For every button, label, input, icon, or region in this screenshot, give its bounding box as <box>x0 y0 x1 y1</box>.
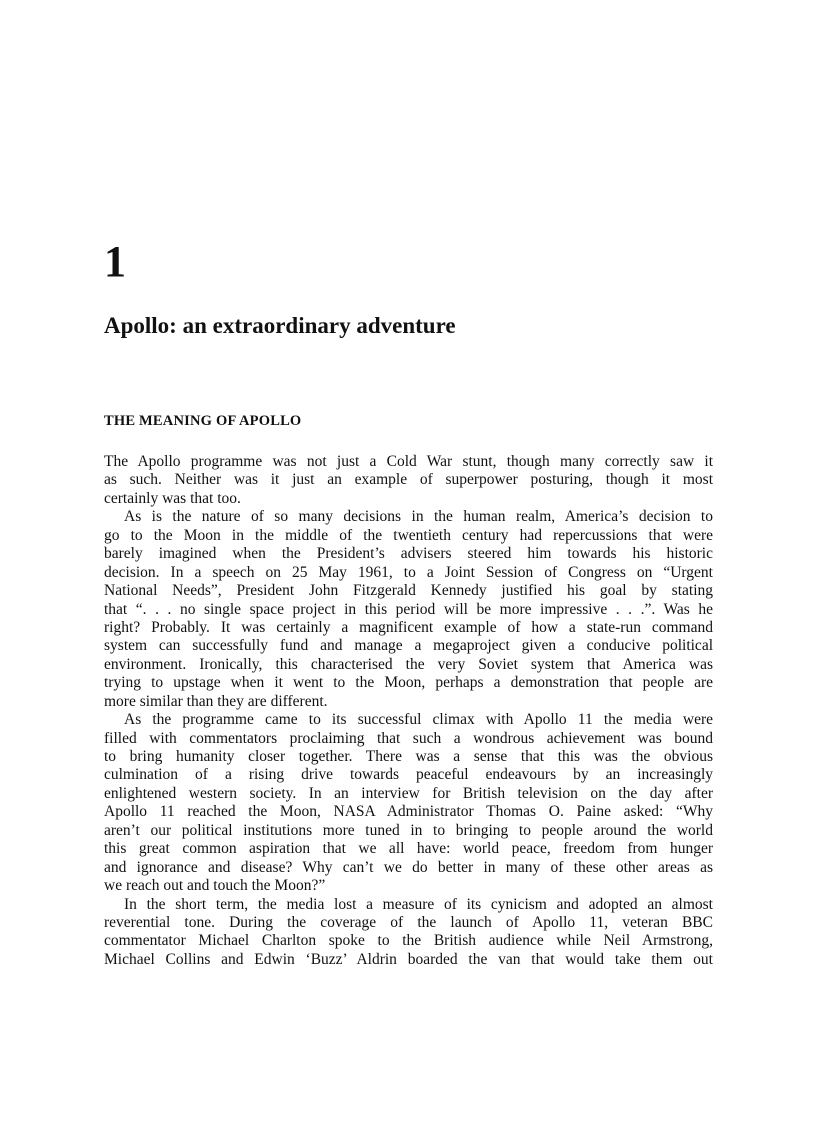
body-line: filled with commentators proclaiming that such a wondrous achievement was bound <box>104 729 713 747</box>
body-line: that “. . . no single space project in this period will be more impressive . . .”. Was he <box>104 600 713 618</box>
body-line: right? Probably. It was certainly a magnificent example of how a state-run command <box>104 618 713 636</box>
chapter-title: Apollo: an extraordinary adventure <box>104 313 456 338</box>
body-line: to bring humanity closer together. There was a sense that this was the obvious <box>104 748 713 765</box>
body-line: As the programme came to its successful climax with Apollo 11 the media were <box>124 711 713 729</box>
body-line: decision. In a speech on 25 May 1961, to a Joint Session of Congress on “Urgent <box>104 563 713 581</box>
body-line: certainly was that too. <box>104 489 241 507</box>
body-line: trying to upstage when it went to the Moon, perhaps a demonstration that people are <box>104 674 713 692</box>
body-line: The Apollo programme was not just a Cold War stunt, though many correctly saw it <box>104 453 713 470</box>
body-line: environment. Ironically, this characterised the very Soviet system that America was <box>104 655 713 673</box>
body-line: aren’t our political institutions more tuned in to bringing to people around the world <box>104 821 713 839</box>
body-line: culmination of a rising drive towards peaceful endeavours by an increasingly <box>104 766 713 784</box>
body-text <box>104 453 713 969</box>
body-line: As is the nature of so many decisions in the human realm, America’s decision to <box>124 508 713 526</box>
body-line: Apollo 11 reached the Moon, NASA Administrator Thomas O. Paine asked: “Why <box>104 803 713 821</box>
body-line: Michael Collins and Edwin ‘Buzz’ Aldrin boarded the van that would take them out <box>104 950 713 968</box>
body-line: we reach out and touch the Moon?” <box>104 877 326 895</box>
body-line: more similar than they are different. <box>104 692 328 710</box>
body-line: barely imagined when the President’s advisers steered him towards his historic <box>104 545 713 563</box>
body-line: this great common aspiration that we all have: world peace, freedom from hunger <box>104 840 713 858</box>
section-heading: THE MEANING OF APOLLO <box>104 413 302 429</box>
body-line: go to the Moon in the middle of the twentieth century had repercussions that were <box>104 526 713 544</box>
body-line: reverential tone. During the coverage of the launch of Apollo 11, veteran BBC <box>104 913 713 931</box>
body-line: commentator Michael Charlton spoke to the British audience while Neil Armstrong, <box>104 932 713 950</box>
body-line: In the short term, the media lost a measure of its cynicism and adopted an almost <box>124 895 713 913</box>
body-line: system can successfully fund and manage a megaproject given a conducive political <box>104 637 713 655</box>
body-line: National Needs”, President John Fitzgerald Kennedy justified his goal by stating <box>104 582 713 600</box>
body-line: and ignorance and disease? Why can’t we do better in many of these other areas as <box>104 858 713 876</box>
body-line: as such. Neither was it just an example of superpower posturing, though it most <box>104 471 713 489</box>
body-line: enlightened western society. In an interview for British television on the day after <box>104 784 713 802</box>
chapter-number: 1 <box>104 237 126 286</box>
